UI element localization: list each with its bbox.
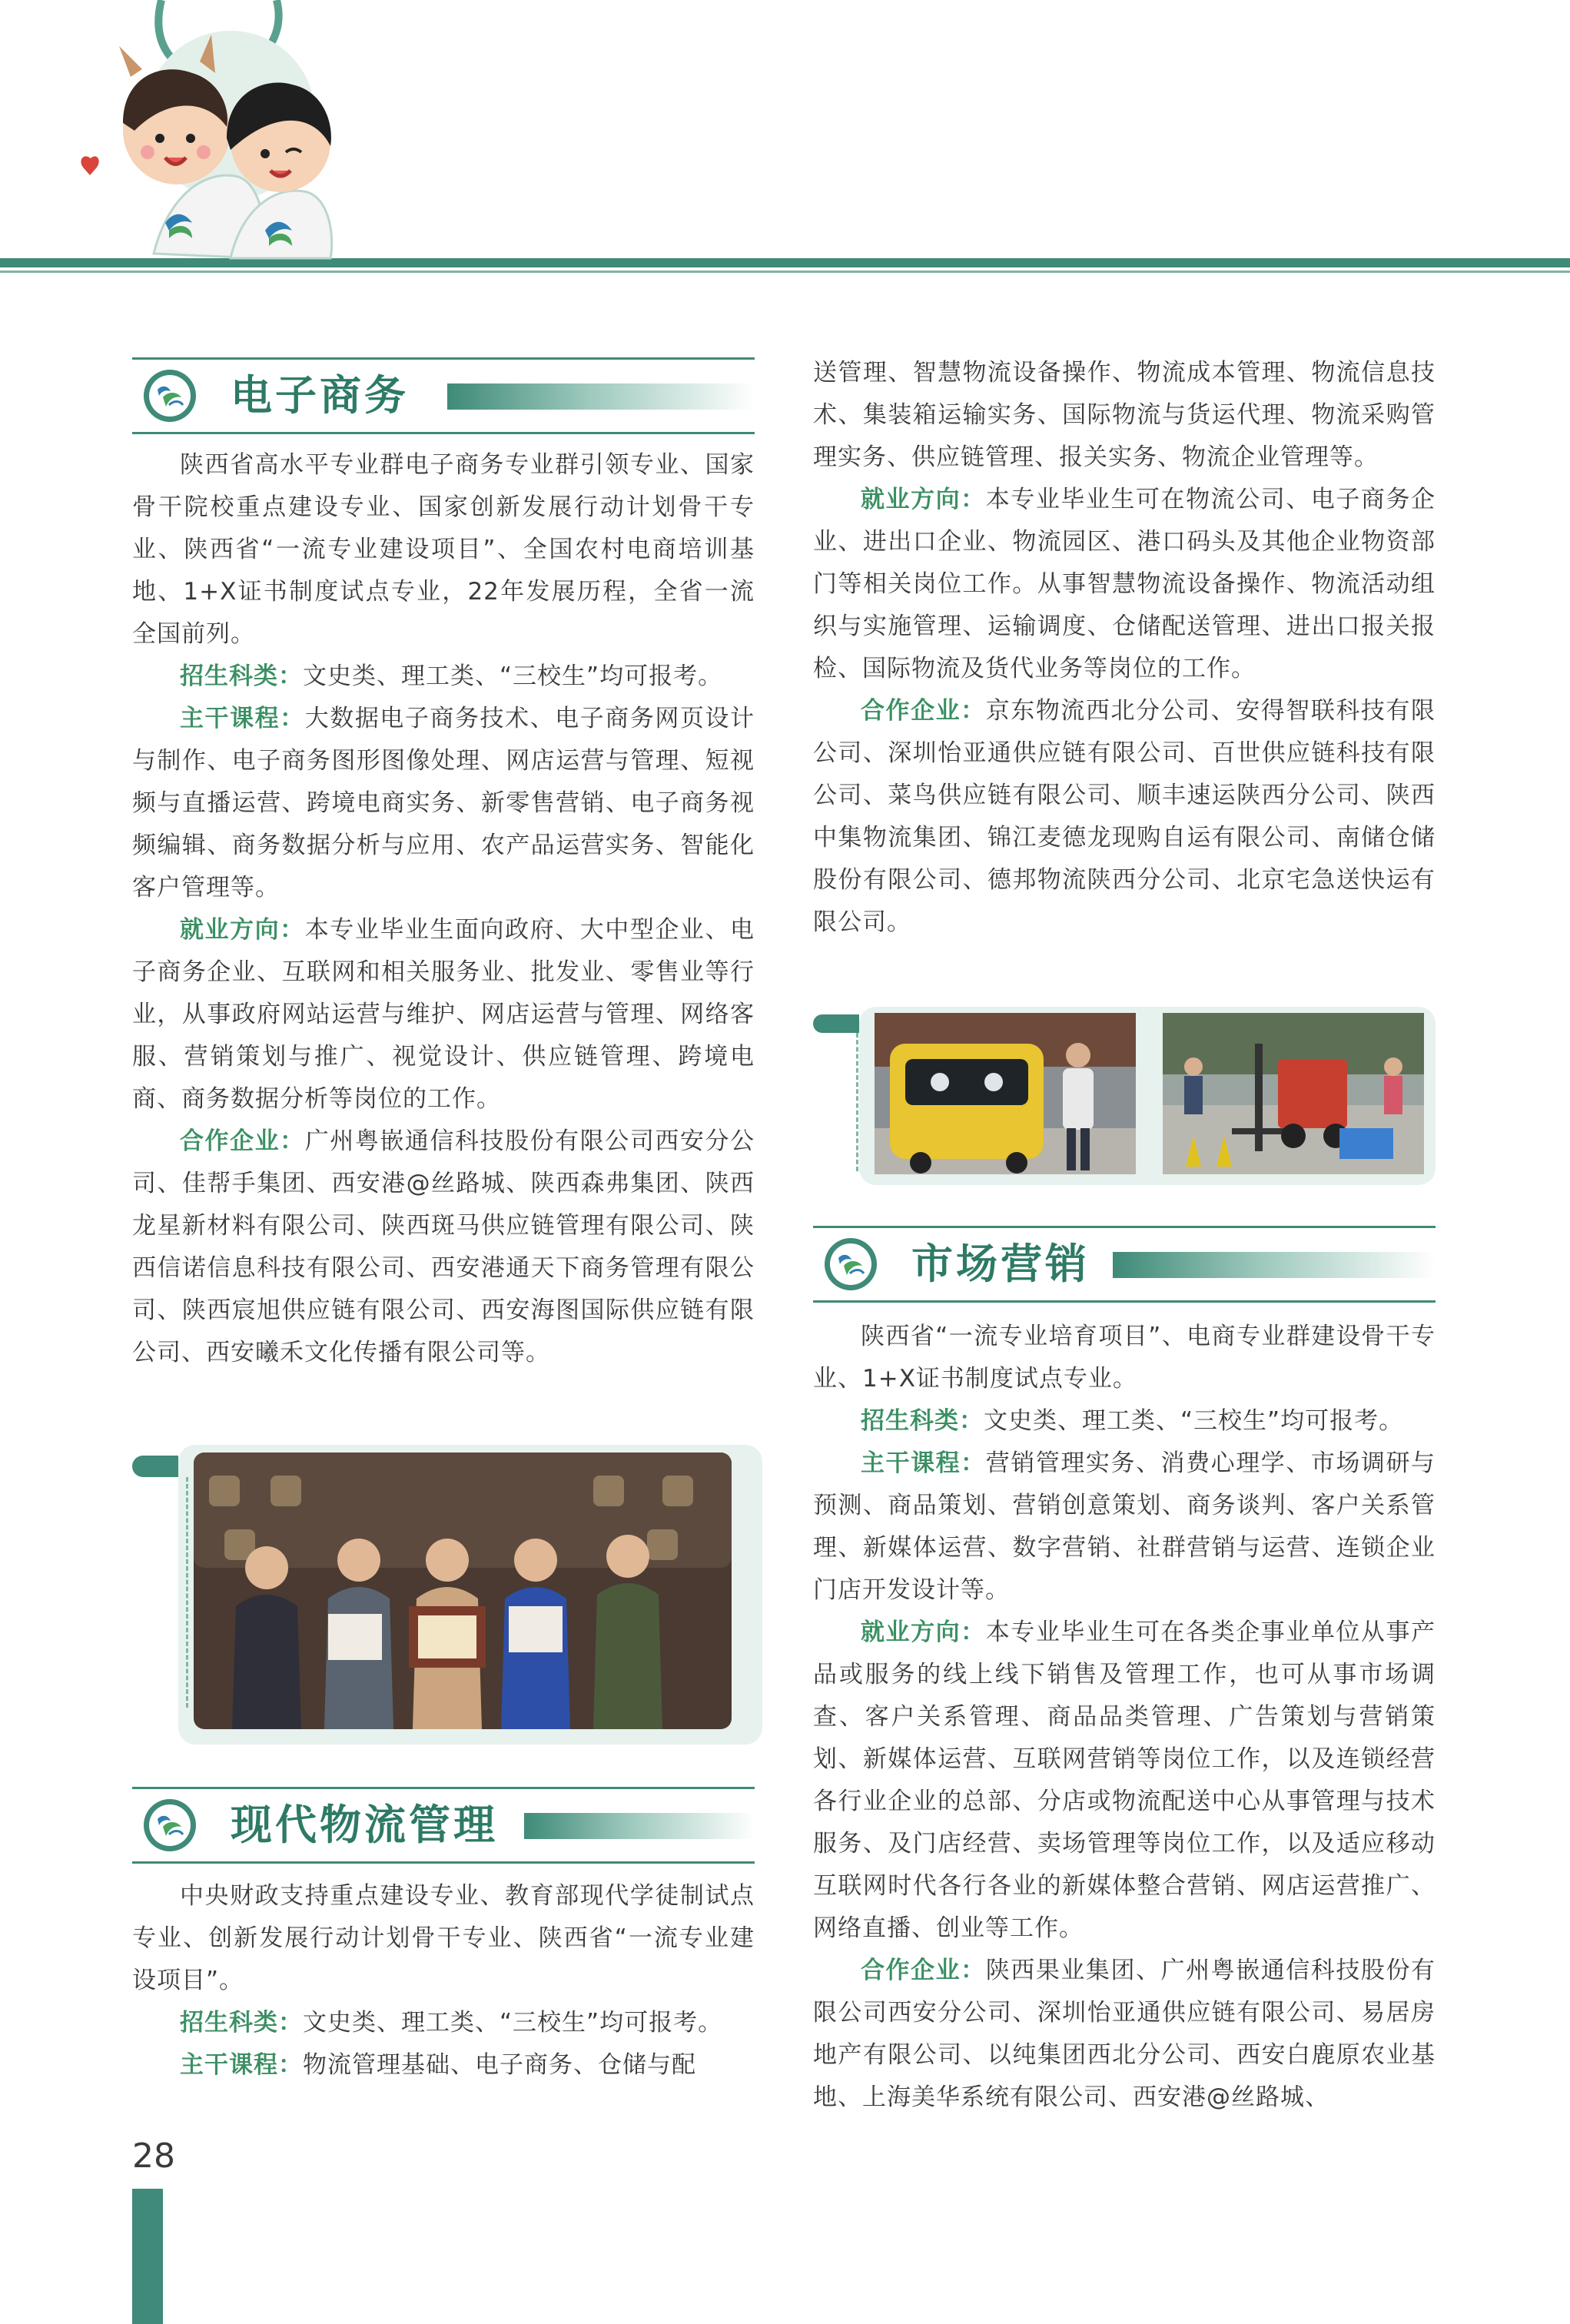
enroll-text: 文史类、理工类、“三校生”均可报考。 xyxy=(984,1407,1404,1435)
section-title: 市场营销 xyxy=(911,1240,1090,1288)
enroll-paragraph xyxy=(132,2002,755,2044)
partners-paragraph xyxy=(132,1120,755,1374)
section-heading-logistics xyxy=(132,1787,755,1864)
heading-gradient-bar xyxy=(447,383,755,410)
logistics-photo-frame xyxy=(813,1007,1436,1191)
courses-paragraph xyxy=(132,698,755,909)
partners-paragraph xyxy=(813,1950,1436,2119)
partners-paragraph xyxy=(813,690,1436,944)
section-title: 现代物流管理 xyxy=(231,1801,498,1849)
enroll-paragraph xyxy=(813,1400,1436,1443)
enroll-label: 招生科类： xyxy=(180,2009,303,2037)
jobs-paragraph xyxy=(813,1612,1436,1950)
section-heading-ecommerce xyxy=(132,357,755,434)
logistics-body-right xyxy=(813,352,1436,944)
courses-text: 营销管理实务、消费心理学、市场调研与预测、商品策划、营销创意策划、商务谈判、客户关系管理、新媒体运营、数字营销、社群营销与运营、连锁企业门店开发设计等。 xyxy=(813,1449,1436,1604)
enroll-text: 文史类、理工类、“三校生”均可报考。 xyxy=(303,2009,723,2037)
college-logo-icon xyxy=(138,367,201,425)
partners-text: 陕西果业集团、广州粤嵌通信科技股份有限公司西安分公司、深圳怡亚通供应链有限公司、易居房地产有限公司、以纯集团西北分公司、西安白鹿原农业基地、上海美华系统有限公司、西安港@丝路城、 xyxy=(813,1957,1436,2111)
delivery-robot-photo xyxy=(875,1013,1136,1174)
intro-paragraph: 中央财政支持重点建设专业、教育部现代学徒制试点专业、创新发展行动计划骨干专业、陕西省“一流专业建设项目”。 xyxy=(132,1882,755,1994)
partners-label: 合作企业： xyxy=(861,1957,986,1984)
forklift-training-photo xyxy=(1163,1013,1424,1174)
partners-text: 广州粤嵌通信科技股份有限公司西安分公司、佳帮手集团、西安港@丝路城、陕西森弗集团、陕西龙星新材料有限公司、陕西斑马供应链管理有限公司、陕西信诺信息科技有限公司、西安港通天下商务管理有限公司、陕西宸旭供应链有限公司、西安海图国际供应链有限公司、西安曦禾文化传播有限公司等。 xyxy=(132,1127,755,1366)
partners-label: 合作企业： xyxy=(180,1127,305,1155)
courses-label: 主干课程： xyxy=(180,705,305,732)
courses-text: 物流管理基础、电子商务、仓储与配 xyxy=(303,2051,696,2079)
mascot-illustration xyxy=(77,0,369,261)
ecommerce-body xyxy=(132,444,755,1374)
partners-text: 京东物流西北分公司、安得智联科技有限公司、深圳怡亚通供应链有限公司、百世供应链科技有限公司、菜鸟供应链有限公司、顺丰速运陕西分公司、陕西中集物流集团、锦江麦德龙现购自运有限公司、南储仓储股份有限公司、德邦物流陕西分公司、北京宅急送快运有限公司。 xyxy=(813,697,1436,936)
page-number: 28 xyxy=(132,2136,175,2176)
award-ceremony-photo xyxy=(194,1452,732,1729)
award-photo-frame xyxy=(132,1445,762,1752)
courses-paragraph xyxy=(132,2044,755,2087)
jobs-label: 就业方向： xyxy=(861,486,986,513)
section-title: 电子商务 xyxy=(231,371,409,420)
college-logo-icon xyxy=(819,1235,882,1293)
jobs-text: 本专业毕业生面向政府、大中型企业、电子商务企业、互联网和相关服务业、批发业、零售业等行业，从事政府网站运营与维护、网店运营与管理、网络客服、营销策划与推广、视觉设计、供应链管理、跨境电商、商务数据分析等岗位的工作。 xyxy=(132,916,755,1113)
heading-gradient-bar xyxy=(1113,1252,1436,1278)
logistics-body-left xyxy=(132,1875,755,2087)
section-heading-marketing xyxy=(813,1226,1436,1303)
jobs-text: 本专业毕业生可在各类企事业单位从事产品或服务的线上线下销售及管理工作，也可从事市场调查、客户关系管理、商品品类管理、广告策划与营销策划、新媒体运营、互联网营销等岗位工作，以及连锁经营各行业企业的总部、分店或物流配送中心从事管理与技术服务、及门店经营、卖场管理等岗位工作，以及适应移动互联网时代各行各业的新媒体整合营销、网店运营推广、网络直播、创业等工作。 xyxy=(813,1618,1436,1942)
courses-label: 主干课程： xyxy=(180,2051,303,2079)
enroll-label: 招生科类： xyxy=(861,1407,984,1435)
marketing-body xyxy=(813,1316,1436,2119)
jobs-label: 就业方向： xyxy=(180,916,305,944)
courses-paragraph xyxy=(813,1443,1436,1612)
heading-gradient-bar xyxy=(524,1813,755,1839)
intro-paragraph: 陕西省“一流专业培育项目”、电商专业群建设骨干专业、1+X证书制度试点专业。 xyxy=(813,1323,1436,1393)
courses-continued: 送管理、智慧物流设备操作、物流成本管理、物流信息技术、集装箱运输实务、国际物流与货运代理、物流采购管理实务、供应链管理、报关实务、物流企业管理等。 xyxy=(813,359,1436,471)
enroll-paragraph xyxy=(132,656,755,698)
jobs-paragraph xyxy=(813,479,1436,690)
partners-label: 合作企业： xyxy=(861,697,986,725)
college-logo-icon xyxy=(138,1796,201,1854)
jobs-label: 就业方向： xyxy=(861,1618,986,1646)
header-thin-rule xyxy=(0,271,1570,273)
jobs-paragraph xyxy=(132,909,755,1120)
enroll-text: 文史类、理工类、“三校生”均可报考。 xyxy=(303,662,723,690)
intro-paragraph: 陕西省高水平专业群电子商务专业群引领专业、国家骨干院校重点建设专业、国家创新发展行动计划骨干专业、陕西省“一流专业建设项目”、全国农村电商培训基地、1+X证书制度试点专业，22年发展历程，全省一流全国前列。 xyxy=(132,451,755,648)
courses-text: 大数据电子商务技术、电子商务网页设计与制作、电子商务图形图像处理、网店运营与管理、短视频与直播运营、跨境电商实务、新零售营销、电子商务视频编辑、商务数据分析与应用、农产品运营实务、智能化客户管理等。 xyxy=(132,705,755,901)
courses-label: 主干课程： xyxy=(861,1449,986,1477)
jobs-text: 本专业毕业生可在物流公司、电子商务企业、进出口企业、物流园区、港口码头及其他企业物资部门等相关岗位工作。从事智慧物流设备操作、物流活动组织与实施管理、运输调度、仓储配送管理、进出口报关报检、国际物流及货代业务等岗位的工作。 xyxy=(813,486,1436,682)
page-number-bar xyxy=(132,2189,163,2324)
enroll-label: 招生科类： xyxy=(180,662,303,690)
